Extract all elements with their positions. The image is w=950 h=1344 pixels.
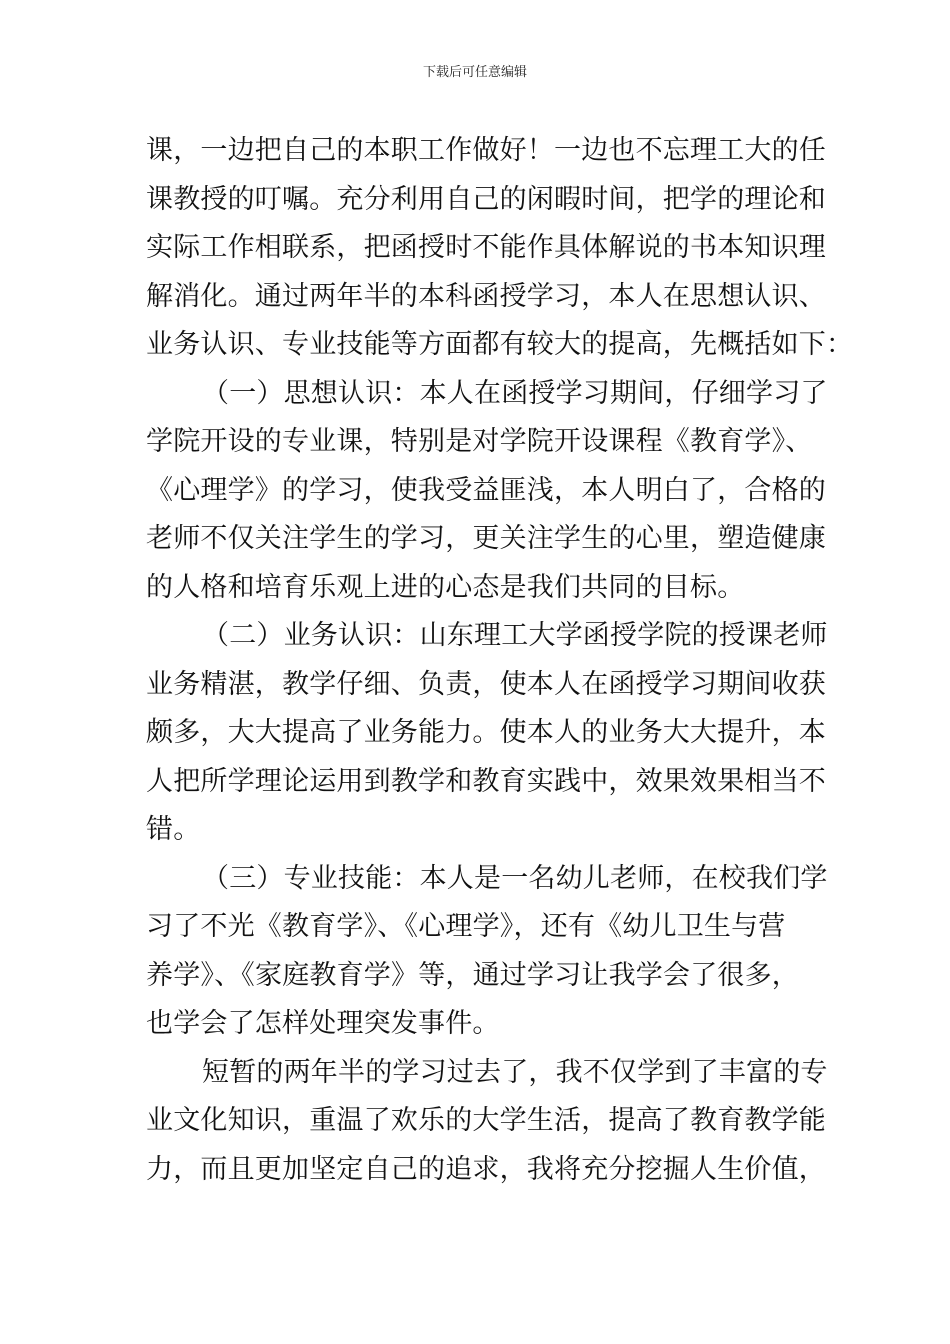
text-line: 的人格和培育乐观上进的心态是我们共同的目标。 bbox=[146, 571, 745, 603]
paragraph-heading-skills: （三）专业技能：本人是一名幼儿老师，在校我们学 bbox=[202, 862, 828, 894]
text-line: 习了不光《教育学》、《心理学》，还有《幼儿卫生与营 bbox=[146, 911, 786, 942]
text-line: 《心理学》的学习，使我受益匪浅，本人明白了，合格的 bbox=[146, 474, 826, 506]
text-line: 也学会了怎样处理突发事件。 bbox=[146, 1008, 500, 1039]
text-line: 实际工作相联系，把函授时不能作具体解说的书本知识理 bbox=[146, 232, 826, 263]
page-header: 下载后可任意编辑 bbox=[422, 65, 527, 80]
text-line: 人把所学理论运用到教学和教育实践中，效果效果相当不 bbox=[146, 765, 826, 797]
paragraph-heading-ideology: （一）思想认识：本人在函授学习期间，仔细学习了 bbox=[202, 377, 828, 409]
text-line: 老师不仅关注学生的学习，更关注学生的心里，塑造健康 bbox=[146, 523, 826, 554]
text-line: 养学》、《家庭教育学》等，通过学习让我学会了很多， bbox=[146, 959, 799, 991]
text-line: 业务精湛，教学仔细、负责，使本人在函授学习期间收获 bbox=[146, 668, 826, 700]
text-line: 课，一边把自己的本职工作做好！一边也不忘理工大的任 bbox=[146, 135, 826, 166]
text-line: 解消化。通过两年半的本科函授学习，本人在思想认识、 bbox=[146, 280, 826, 312]
text-line: 错。 bbox=[146, 814, 201, 845]
text-line: 业务认识、专业技能等方面都有较大的提高，先概括如下： bbox=[146, 329, 854, 360]
paragraph-heading-business: （二）业务认识：山东理工大学函授学院的授课老师 bbox=[202, 620, 828, 651]
paragraph-conclusion: 短暂的两年半的学习过去了，我不仅学到了丰富的专 bbox=[202, 1056, 828, 1088]
text-line: 力，而且更加坚定自己的追求，我将充分挖掘人生价值， bbox=[146, 1153, 826, 1185]
text-line: 课教授的叮嘱。充分利用自己的闲暇时间，把学的理论和 bbox=[146, 183, 826, 215]
text-line: 业文化知识，重温了欢乐的大学生活，提高了教育教学能 bbox=[146, 1105, 826, 1136]
text-line: 颇多，大大提高了业务能力。使本人的业务大大提升，本 bbox=[146, 717, 826, 748]
text-line: 学院开设的专业课，特别是对学院开设课程《教育学》、 bbox=[146, 426, 813, 457]
document-body bbox=[146, 127, 854, 1194]
